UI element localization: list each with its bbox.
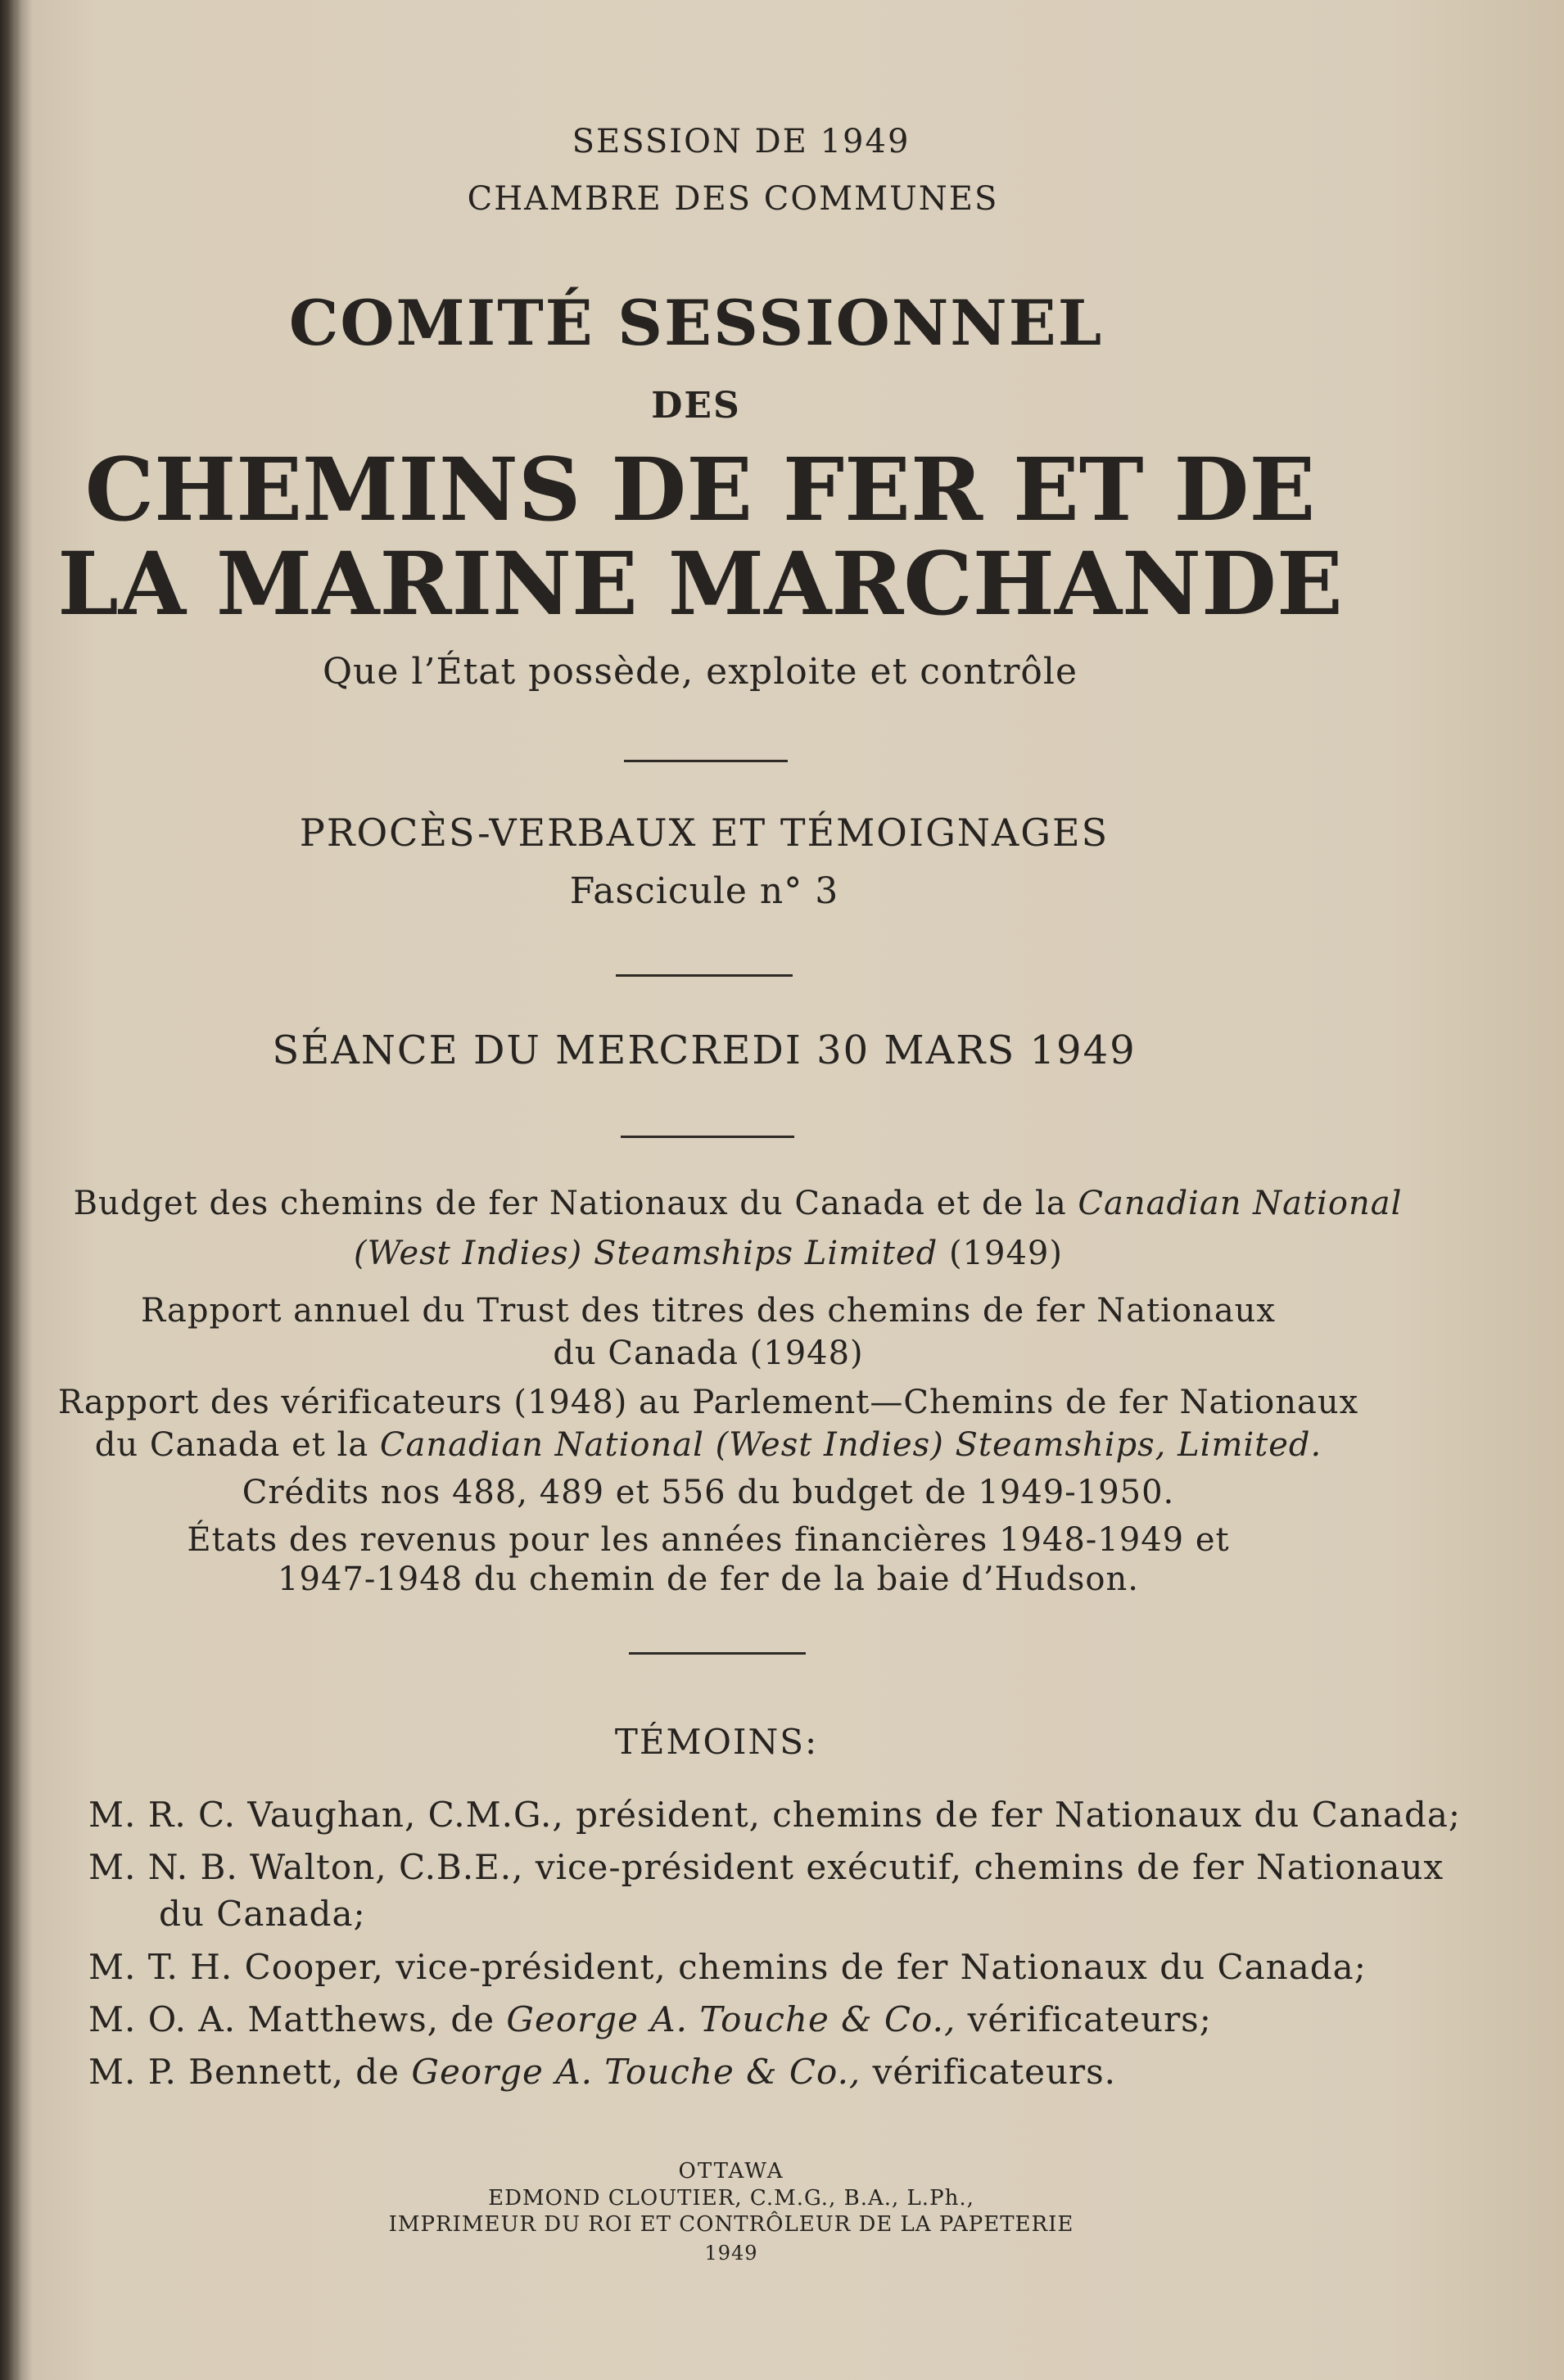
agenda-item-1-cont xyxy=(0,1235,1490,1272)
divider-rule xyxy=(629,1652,806,1655)
agenda-text: (1949) xyxy=(938,1235,1063,1272)
witness-item xyxy=(88,1999,1212,2039)
witness-text-italic: George A. Touche & Co., xyxy=(506,1999,956,2039)
witness-text: M. O. A. Matthews, de xyxy=(88,1999,507,2039)
divider-rule xyxy=(624,760,788,762)
imprint-city: OTTAWA xyxy=(678,2159,784,2184)
imprint-year: 1949 xyxy=(704,2242,758,2265)
witness-item: M. R. C. Vaughan, C.M.G., président, chemins de fer Nationaux du Canada; xyxy=(88,1795,1462,1835)
agenda-item-2-cont: du Canada (1948) xyxy=(553,1335,864,1372)
witness-item: M. T. H. Cooper, vice-président, chemins de fer Nationaux du Canada; xyxy=(88,1947,1367,1987)
agenda-item-2: Rapport annuel du Trust des titres des chemins de fer Nationaux xyxy=(141,1292,1276,1330)
divider-rule xyxy=(616,974,793,977)
session-line: SESSION DE 1949 xyxy=(572,123,911,160)
divider-rule xyxy=(621,1136,794,1138)
sitting-date: SÉANCE DU MERCREDI 30 MARS 1949 xyxy=(272,1027,1137,1073)
main-title-line2: LA MARINE MARCHANDE xyxy=(57,532,1343,635)
witness-item xyxy=(88,2052,1116,2092)
fascicle-line: Fascicule n° 3 xyxy=(569,870,839,912)
agenda-text-italic: Canadian National xyxy=(1078,1185,1403,1222)
proceedings-heading: PROCÈS-VERBAUX ET TÉMOIGNAGES xyxy=(299,811,1110,855)
agenda-text-italic: (West Indies) Steamships Limited xyxy=(354,1235,938,1272)
agenda-text: du Canada et la xyxy=(94,1426,380,1464)
witness-item: M. N. B. Walton, C.B.E., vice-président exécutif, chemins de fer Nationaux xyxy=(88,1847,1444,1887)
agenda-item-3: Rapport des vérificateurs (1948) au Parlement—Chemins de fer Nationaux xyxy=(57,1384,1359,1421)
title-subtitle: Que l’État possède, exploite et contrôle xyxy=(322,651,1078,693)
main-title-line1: CHEMINS DE FER ET DE xyxy=(84,438,1316,540)
witness-text: M. P. Bennett, de xyxy=(88,2052,412,2092)
committee-title: COMITÉ SESSIONNEL xyxy=(288,287,1104,359)
agenda-text: Budget des chemins de fer Nationaux du Canada et de la xyxy=(73,1185,1078,1222)
agenda-item-1 xyxy=(0,1185,1520,1222)
witness-text-italic: George A. Touche & Co., xyxy=(411,2052,861,2092)
agenda-item-4: Crédits nos 488, 489 et 556 du budget de 1949-1950. xyxy=(242,1474,1175,1511)
agenda-item-3-cont xyxy=(0,1426,1490,1464)
des-line: DES xyxy=(651,385,741,427)
chamber-line: CHAMBRE DES COMMUNES xyxy=(467,180,999,218)
agenda-text-italic: Canadian National (West Indies) Steamships, Limited. xyxy=(379,1426,1322,1464)
witnesses-heading: TÉMOINS: xyxy=(614,1722,819,1762)
agenda-item-5: États des revenus pour les années financières 1948-1949 et xyxy=(187,1521,1230,1559)
witness-item-cont: du Canada; xyxy=(159,1894,366,1934)
imprint-printer: EDMOND CLOUTIER, C.M.G., B.A., L.Ph., xyxy=(488,2186,974,2211)
witness-text: vérificateurs; xyxy=(956,1999,1212,2039)
witness-text: vérificateurs. xyxy=(861,2052,1117,2092)
imprint-role: IMPRIMEUR DU ROI ET CONTRÔLEUR DE LA PAPETERIE xyxy=(388,2212,1074,2237)
agenda-item-5-cont: 1947-1948 du chemin de fer de la baie d’Hudson. xyxy=(278,1560,1139,1598)
